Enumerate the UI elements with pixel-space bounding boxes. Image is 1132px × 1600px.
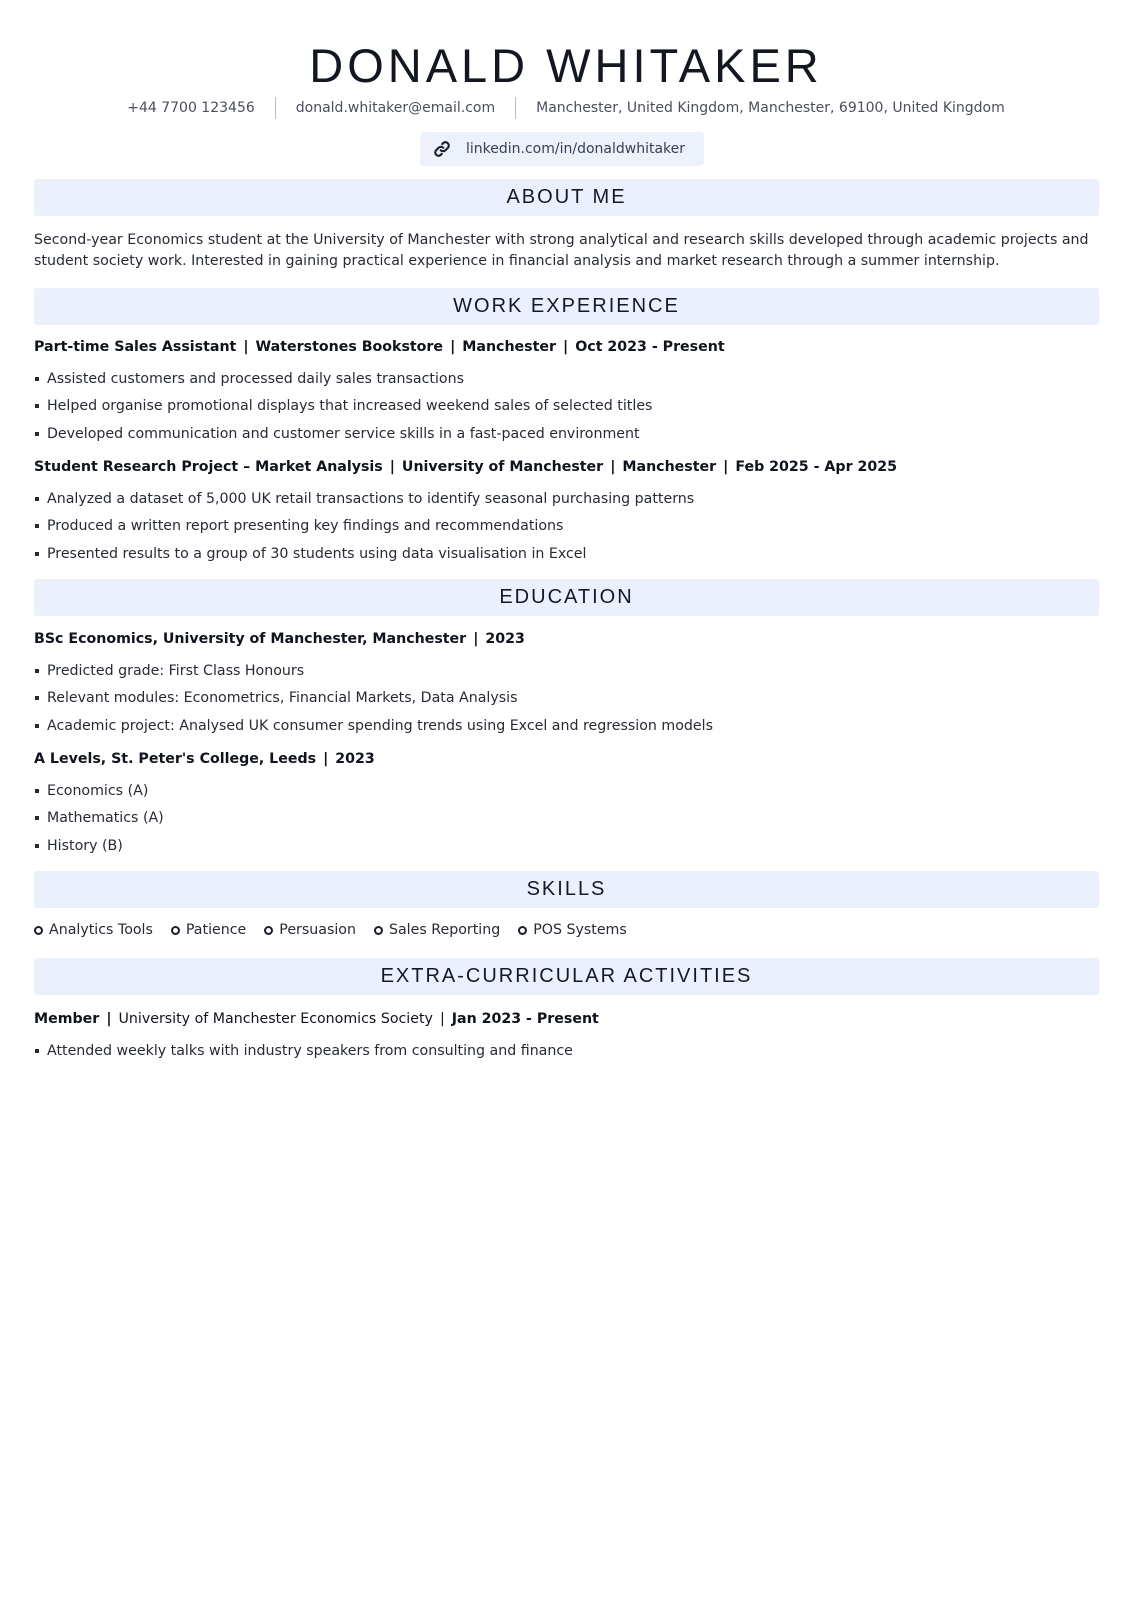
activity-entry-title <box>34 1011 1099 1027</box>
list-item-text: Produced a written report presenting key findings and recommendations <box>47 518 564 535</box>
separator: | <box>723 459 729 475</box>
ring-bullet-icon <box>264 926 273 935</box>
activity-dates: Jan 2023 - Present <box>451 1011 599 1027</box>
bullet-icon <box>35 789 39 793</box>
bullet-icon <box>35 696 39 700</box>
job-role: Student Research Project – Market Analysis <box>34 459 383 475</box>
activity-role: Member <box>34 1011 100 1027</box>
list-item-text: Helped organise promotional displays that increased weekend sales of selected titles <box>47 398 653 415</box>
bullet-icon <box>35 432 39 436</box>
separator: | <box>450 339 456 355</box>
education-entry-title <box>34 631 1099 647</box>
work-bullets <box>34 369 1099 451</box>
bullet-icon <box>35 552 39 556</box>
list-item-text: Predicted grade: First Class Honours <box>47 663 305 679</box>
list-item <box>34 781 1099 808</box>
list-item <box>34 1041 1099 1068</box>
list-item-text: Assisted customers and processed daily sales transactions <box>47 371 464 387</box>
section-heading-about: ABOUT ME <box>34 179 1099 216</box>
bullet-icon <box>35 669 39 673</box>
degree: A Levels, St. Peter's College, Leeds <box>34 751 317 767</box>
list-item <box>34 396 1099 423</box>
linkedin-link[interactable] <box>420 132 704 166</box>
job-org: University of Manchester <box>401 459 604 475</box>
separator: | <box>389 459 395 475</box>
bullet-icon <box>35 377 39 381</box>
candidate-name: DONALD WHITAKER <box>309 39 823 92</box>
skill-label: POS Systems <box>533 922 627 938</box>
list-item <box>34 661 1099 688</box>
skill-item <box>264 922 356 938</box>
section-heading-activities: EXTRA-CURRICULAR ACTIVITIES <box>34 958 1099 995</box>
list-item <box>34 516 1099 543</box>
list-item <box>34 808 1099 835</box>
list-item-text: Relevant modules: Econometrics, Financial Markets, Data Analysis <box>47 690 518 707</box>
skill-item <box>374 922 500 938</box>
separator: | <box>243 339 249 355</box>
education-bullets <box>34 661 1099 743</box>
bullet-icon <box>35 844 39 848</box>
section-heading-education: EDUCATION <box>34 579 1099 616</box>
skill-label: Sales Reporting <box>388 922 501 938</box>
contact-row <box>0 97 1132 119</box>
bullet-icon <box>35 724 39 728</box>
bullet-icon <box>35 1049 39 1053</box>
skill-label: Analytics Tools <box>49 922 153 938</box>
separator: | <box>473 631 479 647</box>
linkedin-url: linkedin.com/in/donaldwhitaker <box>466 141 686 157</box>
list-item-text: Attended weekly talks with industry speakers from consulting and finance <box>47 1043 573 1059</box>
list-item-text: Mathematics (A) <box>47 810 164 827</box>
bullet-icon <box>35 816 39 820</box>
list-item-text: Analyzed a dataset of 5,000 UK retail transactions to identify seasonal purchasing patterns <box>47 491 695 507</box>
work-bullets <box>34 489 1099 571</box>
ring-bullet-icon <box>518 926 527 935</box>
list-item <box>34 369 1099 396</box>
list-item-text: History (B) <box>47 837 123 854</box>
skill-item <box>34 922 153 938</box>
about-text: Second-year Economics student at the University of Manchester with strong analytical and research skills developed through academic projects and student society work. Interested in gaining practical experience in financial analysis and market research through a summer internship. <box>34 232 1089 269</box>
education-year: 2023 <box>335 751 375 767</box>
separator: | <box>106 1011 112 1027</box>
job-dates: Feb 2025 - Apr 2025 <box>735 459 897 475</box>
list-item-text: Presented results to a group of 30 students using data visualisation in Excel <box>47 545 587 562</box>
list-item-text: Developed communication and customer service skills in a fast-paced environment <box>47 425 640 442</box>
ring-bullet-icon <box>374 926 383 935</box>
list-item <box>34 424 1099 451</box>
list-item-text: Economics (A) <box>47 783 149 799</box>
activity-org: University of Manchester Economics Society <box>118 1011 433 1027</box>
section-heading-skills: SKILLS <box>34 871 1099 908</box>
section-heading-work: WORK EXPERIENCE <box>34 288 1099 325</box>
link-icon <box>432 139 452 159</box>
ring-bullet-icon <box>34 926 43 935</box>
activity-bullets <box>34 1041 1099 1068</box>
skills-list <box>34 922 645 938</box>
list-item <box>34 836 1099 863</box>
ring-bullet-icon <box>171 926 180 935</box>
degree: BSc Economics, University of Manchester, Manchester <box>34 631 467 647</box>
work-entry-title <box>34 459 1099 475</box>
separator: | <box>439 1011 445 1027</box>
education-bullets <box>34 781 1099 863</box>
bullet-icon <box>35 404 39 408</box>
job-place: Manchester <box>622 459 717 475</box>
location: Manchester, United Kingdom, Manchester, 69100, United Kingdom <box>536 100 1005 116</box>
work-entry-title <box>34 339 1099 355</box>
list-item-text: Academic project: Analysed UK consumer spending trends using Excel and regression models <box>47 717 713 734</box>
list-item <box>34 716 1099 743</box>
job-dates: Oct 2023 - Present <box>575 339 725 355</box>
job-role: Part-time Sales Assistant <box>34 339 237 355</box>
education-year: 2023 <box>485 631 525 647</box>
separator: | <box>323 751 329 767</box>
education-entry-title <box>34 751 1099 767</box>
email[interactable]: donald.whitaker@email.com <box>295 100 496 116</box>
job-place: Manchester <box>462 339 557 355</box>
skill-item <box>518 922 627 938</box>
bullet-icon <box>35 497 39 501</box>
separator: | <box>563 339 569 355</box>
skill-item <box>171 922 246 938</box>
separator: | <box>610 459 616 475</box>
skill-label: Persuasion <box>279 922 356 938</box>
job-org: Waterstones Bookstore <box>255 339 444 355</box>
list-item <box>34 489 1099 516</box>
bullet-icon <box>35 524 39 528</box>
list-item <box>34 688 1099 715</box>
phone[interactable]: +44 7700 123456 <box>127 100 255 116</box>
skill-label: Patience <box>185 922 247 938</box>
list-item <box>34 544 1099 571</box>
